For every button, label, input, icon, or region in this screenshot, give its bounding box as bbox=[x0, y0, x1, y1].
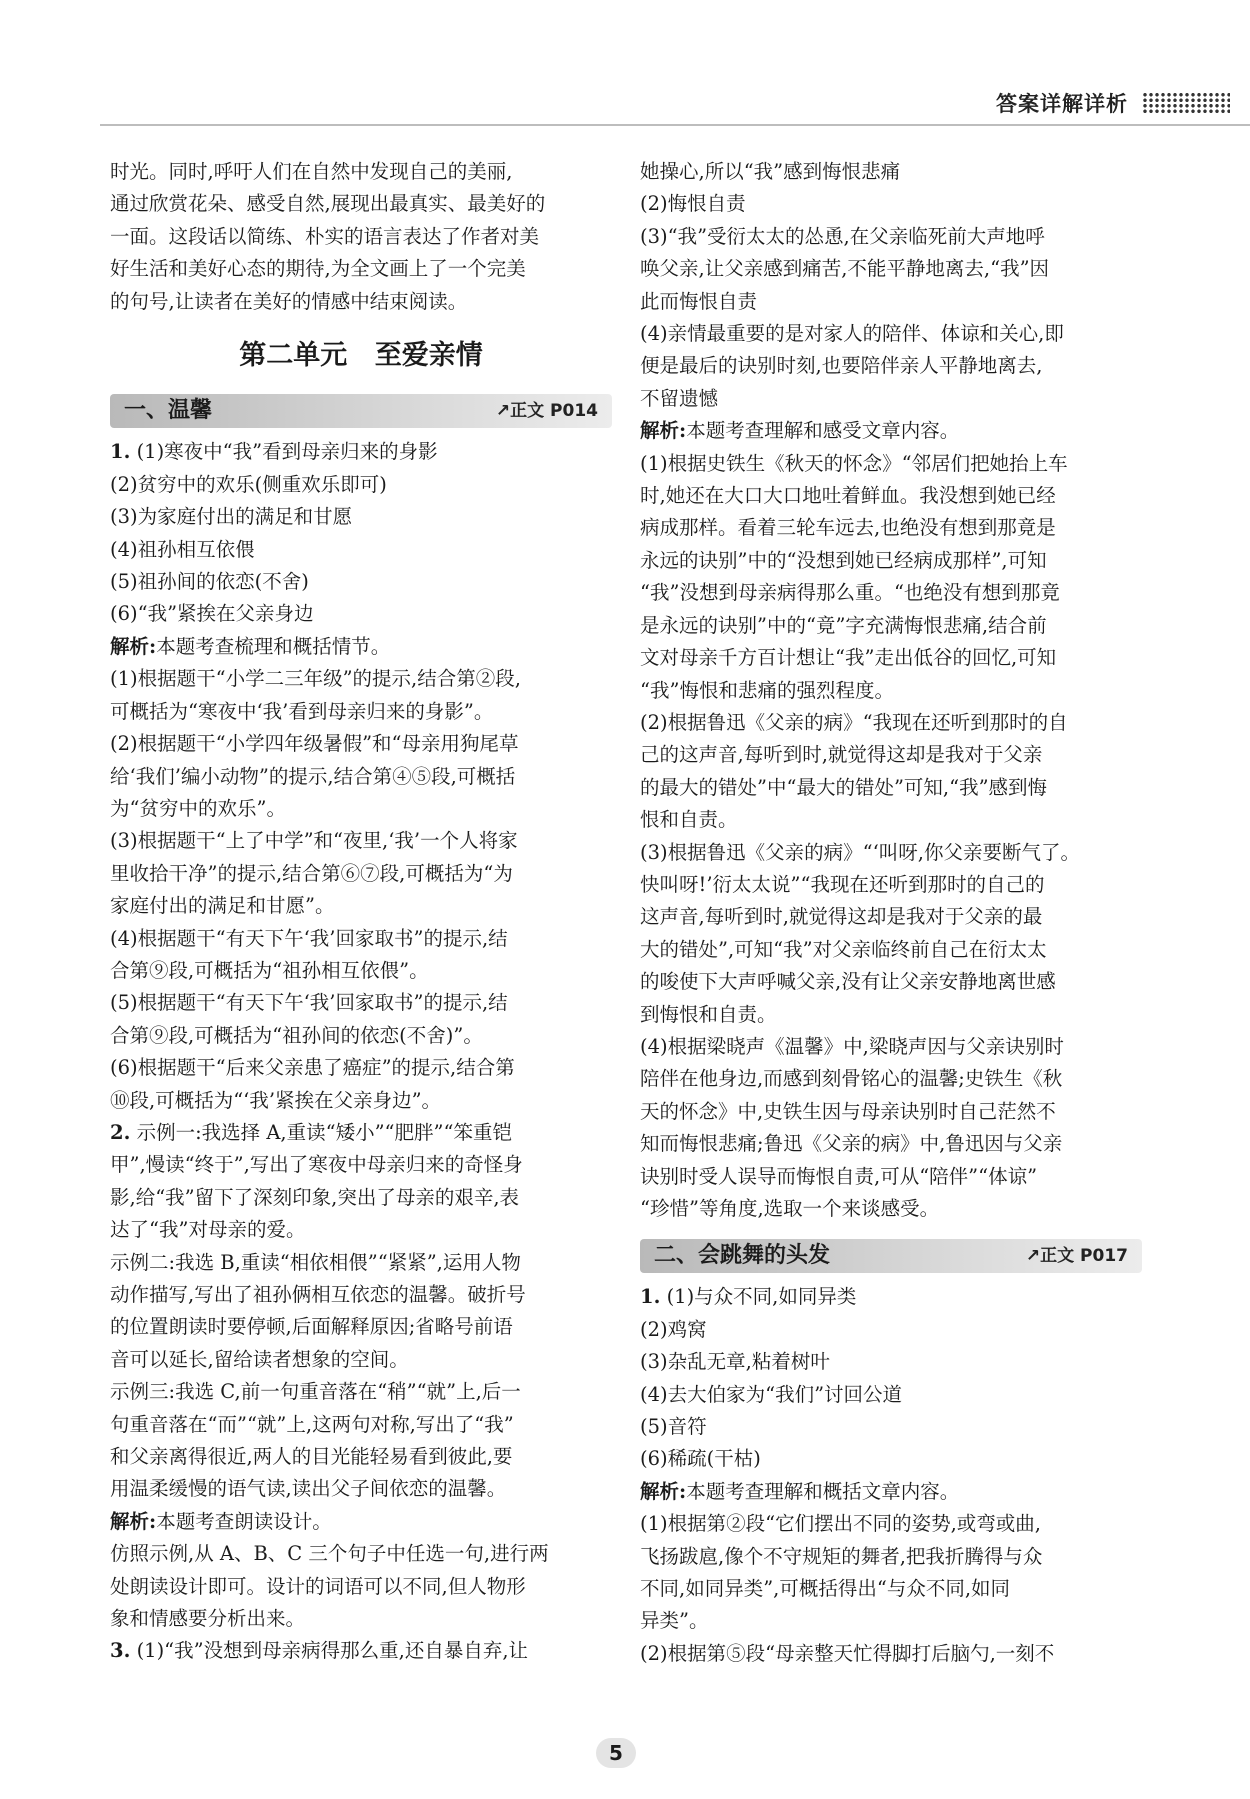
analysis-line: 到悔恨和自责。 bbox=[640, 1002, 777, 1026]
answer-line: 音可以延长,留给读者想象的空间。 bbox=[110, 1347, 409, 1371]
section-title: 一、温馨 bbox=[124, 398, 213, 424]
analysis-line: “珍惜”等角度,选取一个来谈感受。 bbox=[640, 1197, 940, 1220]
analysis-line: “我”悔恨和悲痛的强烈程度。 bbox=[640, 678, 894, 702]
analysis-line: 给‘我们’编小动物”的提示,结合第④⑤段,可概括 bbox=[110, 764, 516, 788]
header-title: 答案详解详析 bbox=[996, 92, 1128, 116]
left-column bbox=[110, 156, 612, 1668]
answer-line: 便是最后的诀别时刻,也要陪伴亲人平静地离去, bbox=[640, 354, 1043, 378]
analysis-line bbox=[110, 1506, 612, 1538]
answer-line: 示例一:我选择 A,重读“矮小”“肥胖”“笨重铠 bbox=[136, 1120, 512, 1144]
answer-line: (6)稀疏(干枯) bbox=[640, 1447, 761, 1471]
answer-line: (1)寒夜中“我”看到母亲归来的身影 bbox=[136, 440, 438, 464]
analysis-line: 象和情感要分析出来。 bbox=[110, 1607, 306, 1631]
section-banner-1 bbox=[110, 394, 612, 428]
text-line: 好生活和美好心态的期待,为全文画上了一个完美 bbox=[110, 257, 526, 281]
answer-line: 示例三:我选 C,前一句重音落在“稍”“就”上,后一 bbox=[110, 1380, 521, 1404]
answer-line: (5)祖孙间的依恋(不舍) bbox=[110, 570, 309, 594]
text-line: 的句号,让读者在美好的情感中结束阅读。 bbox=[110, 289, 468, 313]
analysis-line: 恨和自责。 bbox=[640, 808, 738, 832]
question-number: 3. bbox=[110, 1639, 131, 1663]
analysis-line: 天的怀念》中,史铁生因与母亲诀别时自己茫然不 bbox=[640, 1099, 1056, 1123]
analysis-line: 快叫呀!’衍太太说”“我现在还听到那时的自己的 bbox=[640, 872, 1045, 896]
analysis-line: 处朗读设计即可。设计的词语可以不同,但人物形 bbox=[110, 1574, 526, 1598]
analysis-line: 的唆使下大声呼喊父亲,没有让父亲安静地离世感 bbox=[640, 970, 1056, 994]
answer-line: 的位置朗读时要停顿,后面解释原因;省略号前语 bbox=[110, 1315, 513, 1339]
analysis-line: (3)根据鲁迅《父亲的病》“‘叫呀,你父亲要断气了。 bbox=[640, 840, 1080, 864]
answer-line: 影,给“我”留下了深刻印象,突出了母亲的艰辛,表 bbox=[110, 1185, 520, 1209]
analysis-line: 诀别时受人误导而悔恨自责,可从“陪伴”“体谅” bbox=[640, 1164, 1038, 1188]
answer-line: (2)鸡窝 bbox=[640, 1317, 707, 1341]
analysis-line: 里收拾干净”的提示,结合第⑥⑦段,可概括为“为 bbox=[110, 861, 513, 885]
answer-line: 动作描写,写出了祖孙俩相互依恋的温馨。破折号 bbox=[110, 1283, 526, 1306]
analysis-line: (3)根据题干“上了中学”和“夜里,‘我’一个人将家 bbox=[110, 829, 518, 853]
answer-line: 用温柔缓慢的语气读,读出父子间依恋的温馨。 bbox=[110, 1477, 507, 1501]
page-reference-text: 正文 P017 bbox=[1040, 1246, 1128, 1267]
answer-line: 唤父亲,让父亲感到痛苦,不能平静地离去,“我”因 bbox=[640, 257, 1050, 281]
answer-line: 不留遗憾 bbox=[640, 386, 719, 410]
analysis-line: 时,她还在大口大口地吐着鲜血。我没想到她已经 bbox=[640, 484, 1056, 508]
analysis-text: 本题考查朗读设计。 bbox=[156, 1509, 332, 1533]
analysis-line: (2)根据题干“小学四年级暑假”和“母亲用狗尾草 bbox=[110, 732, 519, 756]
analysis-line: 家庭付出的满足和甘愿”。 bbox=[110, 894, 335, 918]
analysis-text: 本题考查梳理和概括情节。 bbox=[156, 634, 391, 658]
section-2-question-1-analysis bbox=[640, 1508, 1142, 1670]
right-column bbox=[640, 156, 1142, 1670]
analysis-label: 解析: bbox=[110, 1509, 157, 1533]
analysis-line: 可概括为“寒夜中‘我’看到母亲归来的身影”。 bbox=[110, 699, 494, 723]
analysis-line: 飞扬跋扈,像个不守规矩的舞者,把我折腾得与众 bbox=[640, 1544, 1043, 1568]
analysis-line: 合第⑨段,可概括为“祖孙相互依偎”。 bbox=[110, 958, 429, 982]
text-line: 通过欣赏花朵、感受自然,展现出最真实、最美好的 bbox=[110, 192, 546, 216]
answer-line: (4)祖孙相互依偎 bbox=[110, 537, 255, 561]
answer-line: 她操心,所以“我”感到悔恨悲痛 bbox=[640, 160, 901, 183]
answer-line: (2)悔恨自责 bbox=[640, 192, 746, 216]
question-1-line bbox=[640, 1281, 1142, 1313]
analysis-label: 解析: bbox=[640, 1479, 687, 1503]
question-2-analysis bbox=[110, 1538, 612, 1635]
question-3-line bbox=[110, 1635, 612, 1667]
dot-pattern-icon bbox=[1142, 92, 1230, 114]
page-reference: ↗正文 P014 bbox=[495, 401, 598, 422]
analysis-line: 病成那样。看着三轮车远去,也绝没有想到那竟是 bbox=[640, 516, 1056, 540]
analysis-line: 异类”。 bbox=[640, 1609, 709, 1633]
analysis-line: 己的这声音,每听到时,就觉得这却是我对于父亲 bbox=[640, 743, 1043, 767]
answer-line: (1)与众不同,如同异类 bbox=[666, 1285, 857, 1309]
question-number: 1. bbox=[640, 1285, 661, 1309]
analysis-line: 为“贫穷中的欢乐”。 bbox=[110, 796, 286, 820]
analysis-line: 这声音,每听到时,就觉得这却是我对于父亲的最 bbox=[640, 905, 1043, 929]
answer-line: (3)“我”受衍太太的怂恿,在父亲临死前大声地呼 bbox=[640, 224, 1045, 248]
analysis-line: 知而悔恨悲痛;鲁迅《父亲的病》中,鲁迅因与父亲 bbox=[640, 1132, 1063, 1156]
analysis-label: 解析: bbox=[110, 634, 157, 658]
page-reference-text: 正文 P014 bbox=[510, 401, 598, 422]
question-1-answers bbox=[110, 469, 612, 631]
text-line: 一面。这段话以简练、朴实的语言表达了作者对美 bbox=[110, 224, 540, 248]
analysis-line: (4)根据梁晓声《温馨》中,梁晓声因与父亲诀别时 bbox=[640, 1034, 1064, 1058]
question-number: 2. bbox=[110, 1120, 131, 1144]
answer-line: 和父亲离得很近,两人的目光能轻易看到彼此,要 bbox=[110, 1445, 513, 1469]
page-header bbox=[996, 88, 1250, 118]
analysis-line: 永远的诀别”中的“没想到她已经病成那样”,可知 bbox=[640, 548, 1047, 572]
analysis-line: 陪伴在他身边,而感到刻骨铭心的温馨;史铁生《秋 bbox=[640, 1067, 1063, 1091]
analysis-line: ⑩段,可概括为“‘我’紧挨在父亲身边”。 bbox=[110, 1088, 442, 1112]
intro-paragraph bbox=[110, 156, 612, 318]
answer-line: 示例二:我选 B,重读“相依相偎”“紧紧”,运用人物 bbox=[110, 1250, 521, 1274]
question-2-answers bbox=[110, 1149, 612, 1505]
analysis-line: (1)根据史铁生《秋天的怀念》“邻居们把她抬上车 bbox=[640, 451, 1068, 475]
analysis-line: (4)根据题干“有天下午‘我’回家取书”的提示,结 bbox=[110, 926, 508, 950]
answer-line: 句重音落在“而”“就”上,这两句对称,写出了“我” bbox=[110, 1412, 514, 1436]
question-2-line bbox=[110, 1117, 612, 1149]
analysis-text: 本题考查理解和感受文章内容。 bbox=[686, 419, 960, 443]
analysis-text: 本题考查理解和概括文章内容。 bbox=[686, 1479, 960, 1503]
analysis-line: 是永远的诀别”中的“竟”字充满悔恨悲痛,结合前 bbox=[640, 613, 1047, 637]
answer-line: (2)贫穷中的欢乐(侧重欢乐即可) bbox=[110, 472, 387, 496]
analysis-line: (1)根据题干“小学二三年级”的提示,结合第②段, bbox=[110, 667, 521, 691]
answer-line: (6)“我”紧挨在父亲身边 bbox=[110, 602, 314, 626]
analysis-line bbox=[640, 1476, 1142, 1508]
section-title: 二、会跳舞的头发 bbox=[654, 1243, 831, 1269]
analysis-line: (5)根据题干“有天下午‘我’回家取书”的提示,结 bbox=[110, 991, 508, 1015]
analysis-line: (2)根据鲁迅《父亲的病》“我现在还听到那时的自 bbox=[640, 710, 1068, 734]
unit-title: 第二单元 至爱亲情 bbox=[239, 340, 483, 372]
section-2-question-1-answers bbox=[640, 1314, 1142, 1476]
answer-line: (5)音符 bbox=[640, 1415, 707, 1439]
analysis-line: 的最大的错处”中“最大的错处”可知,“我”感到悔 bbox=[640, 775, 1048, 799]
text-line: 时光。同时,呼吁人们在自然中发现自己的美丽, bbox=[110, 160, 513, 183]
analysis-line: (6)根据题干“后来父亲患了癌症”的提示,结合第 bbox=[110, 1056, 515, 1080]
answer-line: 达了“我”对母亲的爱。 bbox=[110, 1218, 306, 1242]
section-banner-2 bbox=[640, 1239, 1142, 1273]
analysis-line bbox=[110, 631, 612, 663]
page-reference: ↗正文 P017 bbox=[1025, 1246, 1128, 1267]
question-number: 1. bbox=[110, 440, 131, 464]
analysis-line: “我”没想到母亲病得那么重。“也绝没有想到那竟 bbox=[640, 581, 1060, 605]
question-1-line bbox=[110, 436, 612, 468]
answer-line: 甲”,慢读“终于”,写出了寒夜中母亲归来的奇怪身 bbox=[110, 1153, 523, 1177]
answer-line: (1)“我”没想到母亲病得那么重,还自暴自弃,让 bbox=[136, 1639, 529, 1663]
header-divider bbox=[100, 124, 1250, 126]
analysis-line bbox=[640, 415, 1142, 447]
analysis-line: 仿照示例,从 A、B、C 三个句子中任选一句,进行两 bbox=[110, 1542, 549, 1566]
answer-line: (4)去大伯家为“我们”讨回公道 bbox=[640, 1382, 903, 1406]
analysis-line: 合第⑨段,可概括为“祖孙间的依恋(不舍)”。 bbox=[110, 1023, 483, 1047]
question-3-analysis bbox=[640, 448, 1142, 1226]
answer-line: 此而悔恨自责 bbox=[640, 289, 758, 313]
analysis-line: (1)根据第②段“它们摆出不同的姿势,或弯或曲, bbox=[640, 1512, 1041, 1536]
analysis-label: 解析: bbox=[640, 419, 687, 443]
answer-line: (4)亲情最重要的是对家人的陪伴、体谅和关心,即 bbox=[640, 322, 1064, 346]
answer-line: (3)为家庭付出的满足和甘愿 bbox=[110, 505, 353, 529]
analysis-line: 文对母亲千方百计想让“我”走出低谷的回忆,可知 bbox=[640, 646, 1057, 670]
question-1-analysis bbox=[110, 663, 612, 1117]
analysis-line: 大的错处”,可知“我”对父亲临终前自己在衍太太 bbox=[640, 937, 1047, 961]
analysis-line: 不同,如同异类”,可概括得出“与众不同,如同 bbox=[640, 1577, 1011, 1601]
analysis-line: (2)根据第⑤段“母亲整天忙得脚打后脑勺,一刻不 bbox=[640, 1641, 1055, 1665]
answer-line: (3)杂乱无章,粘着树叶 bbox=[640, 1350, 830, 1374]
page-number: 5 bbox=[596, 1738, 636, 1768]
question-3-answers bbox=[640, 156, 1142, 415]
